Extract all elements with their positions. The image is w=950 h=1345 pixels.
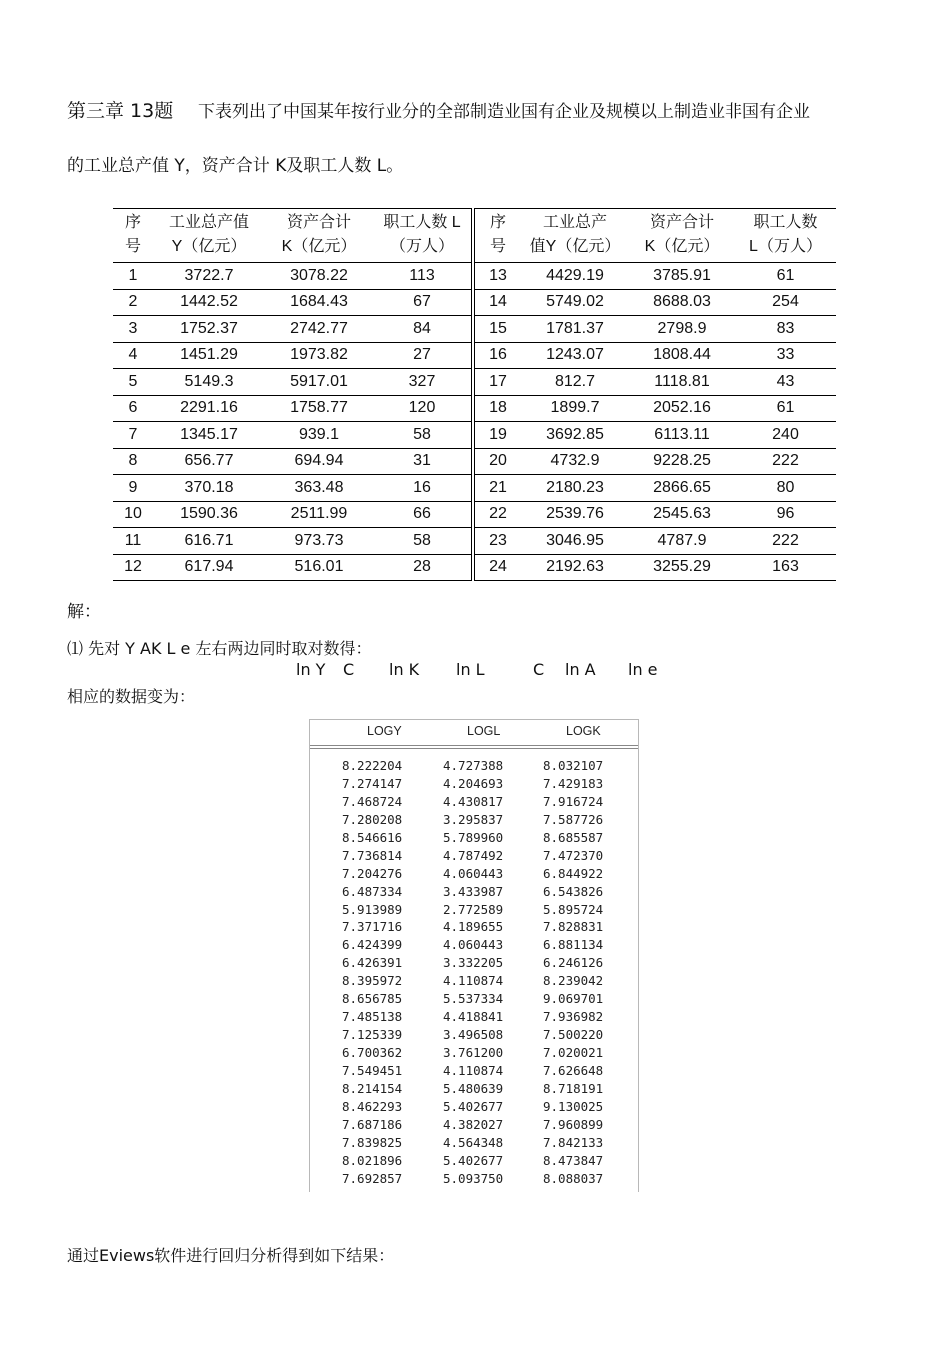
- header-text: （万人）: [389, 238, 454, 255]
- eviews-value: 4.430817: [443, 793, 504, 809]
- table-cell: 616.71: [153, 528, 265, 555]
- eviews-value: 7.274147: [342, 775, 403, 791]
- eviews-value: 4.204693: [443, 775, 504, 791]
- eviews-value: 3.295837: [443, 811, 504, 827]
- eviews-row: [310, 866, 638, 884]
- eviews-value: 6.246126: [543, 955, 604, 971]
- table-cell: 5917.01: [265, 369, 373, 396]
- eviews-value: 7.125339: [342, 1027, 403, 1043]
- table-cell: 19: [473, 422, 521, 449]
- eviews-value: 4.787492: [443, 847, 504, 863]
- table-header-cell: [265, 209, 373, 263]
- table-cell: 33: [735, 342, 836, 369]
- eviews-row: [310, 812, 638, 830]
- eviews-row: [310, 1045, 638, 1063]
- table-cell: 16: [373, 475, 473, 502]
- table-header-cell: [113, 209, 153, 263]
- table-row: [113, 289, 836, 316]
- table-cell: 3722.7: [153, 263, 265, 290]
- table-cell: 163: [735, 554, 836, 581]
- eviews-row: [310, 991, 638, 1009]
- eviews-row: [310, 902, 638, 920]
- table-cell: 15: [473, 316, 521, 343]
- table-cell: 23: [473, 528, 521, 555]
- eviews-value: 8.656785: [342, 991, 403, 1007]
- eviews-value: 7.626648: [543, 1062, 604, 1078]
- eviews-row: [310, 794, 638, 812]
- eviews-value: 7.472370: [543, 847, 604, 863]
- header-text: 工业总产值: [168, 214, 249, 231]
- header-text: 职工人数 L: [383, 214, 461, 231]
- eviews-rows: [310, 758, 638, 1189]
- table-cell: 2: [113, 289, 153, 316]
- eviews-row: [310, 1099, 638, 1117]
- header-text: 资产合计: [286, 214, 351, 231]
- table-cell: 694.94: [265, 448, 373, 475]
- table-row: [113, 316, 836, 343]
- eviews-row: [310, 955, 638, 973]
- column-header-logk: LOGK: [566, 724, 601, 738]
- table-header-cell: [735, 209, 836, 263]
- table-cell: 1973.82: [265, 342, 373, 369]
- eviews-value: 7.468724: [342, 793, 403, 809]
- table-cell: 96: [735, 501, 836, 528]
- eviews-value: 7.916724: [543, 793, 604, 809]
- table-cell: 240: [735, 422, 836, 449]
- table-cell: 617.94: [153, 554, 265, 581]
- table-cell: 3692.85: [521, 422, 629, 449]
- table-cell: 13: [473, 263, 521, 290]
- eviews-value: 7.429183: [543, 775, 604, 791]
- eviews-value: 7.500220: [543, 1027, 604, 1043]
- table-cell: 120: [373, 395, 473, 422]
- eviews-value: 7.842133: [543, 1134, 604, 1150]
- eviews-value: 5.093750: [443, 1170, 504, 1186]
- table-cell: 61: [735, 263, 836, 290]
- column-header-logy: LOGY: [367, 724, 402, 738]
- header-text: L（万人）: [749, 238, 822, 255]
- table-cell: 9: [113, 475, 153, 502]
- eviews-value: 6.487334: [342, 883, 403, 899]
- table-cell: 327: [373, 369, 473, 396]
- table-cell: 7: [113, 422, 153, 449]
- table-cell: 812.7: [521, 369, 629, 396]
- header-text: Y（亿元）: [171, 238, 247, 255]
- table-cell: 1: [113, 263, 153, 290]
- eviews-value: 7.839825: [342, 1134, 403, 1150]
- eviews-value: 4.564348: [443, 1134, 504, 1150]
- table-cell: 66: [373, 501, 473, 528]
- eviews-row: [310, 1081, 638, 1099]
- header-text: 工业总产: [542, 214, 607, 231]
- eviews-row: [310, 919, 638, 937]
- table-cell: 973.73: [265, 528, 373, 555]
- eviews-value: 9.130025: [543, 1098, 604, 1114]
- eviews-value: 6.700362: [342, 1045, 403, 1060]
- industry-data-table: [113, 208, 836, 581]
- formula-term: C: [533, 660, 545, 679]
- table-cell: 8688.03: [629, 289, 735, 316]
- table-cell: 1118.81: [629, 369, 735, 396]
- eviews-value: 7.736814: [342, 847, 403, 863]
- eviews-value: 7.549451: [342, 1062, 403, 1078]
- eviews-value: 5.789960: [443, 829, 504, 845]
- table-cell: 16: [473, 342, 521, 369]
- table-cell: 3: [113, 316, 153, 343]
- eviews-value: 7.204276: [342, 865, 403, 881]
- formula-term: ln e: [628, 660, 658, 679]
- table-cell: 20: [473, 448, 521, 475]
- table-cell: 222: [735, 528, 836, 555]
- header-text: 序: [489, 214, 506, 231]
- eviews-value: 5.402677: [443, 1152, 504, 1168]
- eviews-value: 5.402677: [443, 1098, 504, 1114]
- table-cell: 2511.99: [265, 501, 373, 528]
- table-row: [113, 501, 836, 528]
- table-cell: 67: [373, 289, 473, 316]
- table-cell: 1243.07: [521, 342, 629, 369]
- eviews-row: [310, 884, 638, 902]
- eviews-value: 4.110874: [443, 973, 504, 989]
- formula-term: ln Y: [296, 660, 326, 679]
- table-cell: 1752.37: [153, 316, 265, 343]
- formula-term: ln K: [389, 660, 420, 679]
- table-row: [113, 369, 836, 396]
- header-text: 号: [124, 238, 141, 255]
- table-cell: 2291.16: [153, 395, 265, 422]
- eviews-value: 5.913989: [342, 901, 403, 917]
- table-cell: 2798.9: [629, 316, 735, 343]
- table-cell: 254: [735, 289, 836, 316]
- eviews-value: 5.895724: [543, 901, 604, 917]
- eviews-value: 8.546616: [342, 829, 403, 845]
- table-cell: 61: [735, 395, 836, 422]
- eviews-value: 7.936982: [543, 1009, 604, 1025]
- table-cell: 58: [373, 422, 473, 449]
- eviews-value: 4.727388: [443, 758, 504, 773]
- eviews-value: 7.587726: [543, 811, 604, 827]
- eviews-value: 7.020021: [543, 1045, 604, 1060]
- data-intro-text: 相应的数据变为：: [67, 687, 196, 706]
- table-cell: 1758.77: [265, 395, 373, 422]
- header-divider: [310, 748, 638, 749]
- table-cell: 28: [373, 554, 473, 581]
- eviews-value: 7.485138: [342, 1009, 403, 1025]
- table-cell: 363.48: [265, 475, 373, 502]
- table-header-cell: [629, 209, 735, 263]
- eviews-value: 5.537334: [443, 991, 504, 1007]
- eviews-header: [310, 720, 638, 744]
- table-cell: 2539.76: [521, 501, 629, 528]
- eviews-value: 4.189655: [443, 919, 504, 935]
- eviews-row: [310, 758, 638, 776]
- eviews-value: 4.110874: [443, 1062, 504, 1078]
- table-row: [113, 263, 836, 290]
- table-cell: 1451.29: [153, 342, 265, 369]
- eviews-value: 9.069701: [543, 991, 604, 1007]
- table-cell: 2052.16: [629, 395, 735, 422]
- eviews-value: 8.222204: [342, 758, 403, 773]
- table-cell: 5749.02: [521, 289, 629, 316]
- table-header-cell: [373, 209, 473, 263]
- table-cell: 3078.22: [265, 263, 373, 290]
- problem-intro: [67, 96, 810, 123]
- intro-line-1: 下表列出了中国某年按行业分的全部制造业国有企业及规模以上制造业非国有企业: [198, 102, 811, 122]
- eviews-row: [310, 776, 638, 794]
- eviews-value: 6.543826: [543, 883, 604, 899]
- header-divider: [310, 745, 638, 746]
- eviews-value: 7.692857: [342, 1170, 403, 1186]
- table-cell: 58: [373, 528, 473, 555]
- eviews-row: [310, 830, 638, 848]
- eviews-value: 8.239042: [543, 973, 604, 989]
- eviews-value: 8.395972: [342, 973, 403, 989]
- eviews-row: [310, 1063, 638, 1081]
- table-cell: 4429.19: [521, 263, 629, 290]
- header-text: 号: [489, 238, 506, 255]
- table-cell: 6: [113, 395, 153, 422]
- eviews-row: [310, 1135, 638, 1153]
- table-cell: 84: [373, 316, 473, 343]
- table-cell: 939.1: [265, 422, 373, 449]
- eviews-value: 8.685587: [543, 829, 604, 845]
- table-row: [113, 475, 836, 502]
- header-text: 值Y（亿元）: [529, 238, 621, 255]
- eviews-value: 6.424399: [342, 937, 403, 953]
- eviews-value: 8.718191: [543, 1080, 604, 1096]
- table-cell: 4: [113, 342, 153, 369]
- table-cell: 222: [735, 448, 836, 475]
- eviews-value: 8.021896: [342, 1152, 403, 1168]
- table-cell: 370.18: [153, 475, 265, 502]
- table-cell: 21: [473, 475, 521, 502]
- table-cell: 80: [735, 475, 836, 502]
- table-cell: 4787.9: [629, 528, 735, 555]
- formula-term: C: [343, 660, 355, 679]
- table-cell: 9228.25: [629, 448, 735, 475]
- table-cell: 27: [373, 342, 473, 369]
- eviews-log-data-screenshot: [309, 719, 639, 1192]
- table-cell: 2742.77: [265, 316, 373, 343]
- eviews-value: 8.473847: [543, 1152, 604, 1168]
- chapter-label: 第三章 13题: [67, 100, 174, 122]
- table-row: [113, 422, 836, 449]
- table-cell: 17: [473, 369, 521, 396]
- eviews-value: 8.088037: [543, 1170, 604, 1186]
- eviews-value: 3.496508: [443, 1027, 504, 1043]
- table-cell: 3255.29: [629, 554, 735, 581]
- table-cell: 18: [473, 395, 521, 422]
- table-cell: 113: [373, 263, 473, 290]
- eviews-value: 8.462293: [342, 1098, 403, 1114]
- table-cell: 3785.91: [629, 263, 735, 290]
- table-cell: 8: [113, 448, 153, 475]
- eviews-value: 6.426391: [342, 955, 403, 971]
- table-cell: 6113.11: [629, 422, 735, 449]
- eviews-value: 4.382027: [443, 1116, 504, 1132]
- table-cell: 24: [473, 554, 521, 581]
- table-cell: 5: [113, 369, 153, 396]
- table-cell: 11: [113, 528, 153, 555]
- solution-label: 解：: [67, 602, 101, 622]
- table-cell: 1899.7: [521, 395, 629, 422]
- table-cell: 83: [735, 316, 836, 343]
- table-cell: 4732.9: [521, 448, 629, 475]
- table-row: [113, 528, 836, 555]
- table-header-cell: [521, 209, 629, 263]
- eviews-row: [310, 1153, 638, 1171]
- table-cell: 2192.63: [521, 554, 629, 581]
- eviews-value: 3.433987: [443, 883, 504, 899]
- eviews-value: 3.761200: [443, 1045, 504, 1060]
- table-cell: 1590.36: [153, 501, 265, 528]
- eviews-value: 7.280208: [342, 811, 403, 827]
- table-header-cell: [473, 209, 521, 263]
- eviews-row: [310, 1027, 638, 1045]
- eviews-value: 7.828831: [543, 919, 604, 935]
- table-cell: 22: [473, 501, 521, 528]
- table-cell: 2866.65: [629, 475, 735, 502]
- eviews-value: 4.418841: [443, 1009, 504, 1025]
- eviews-value: 6.881134: [543, 937, 604, 953]
- eviews-value: 6.844922: [543, 865, 604, 881]
- eviews-value: 5.480639: [443, 1080, 504, 1096]
- table-cell: 1808.44: [629, 342, 735, 369]
- table-header-cell: [153, 209, 265, 263]
- header-text: 序: [124, 214, 141, 231]
- step-1-text: ⑴ 先对 Y AK L e 左右两边同时取对数得：: [67, 639, 372, 658]
- eviews-row: [310, 848, 638, 866]
- table-header-row: [113, 209, 836, 263]
- table-row: [113, 554, 836, 581]
- table-cell: 2180.23: [521, 475, 629, 502]
- header-text: K（亿元）: [644, 238, 720, 255]
- eviews-row: [310, 973, 638, 991]
- intro-line-2: 的工业总产值 Y，资产合计 K及职工人数 L。: [67, 156, 404, 176]
- regression-intro-text: 通过Eviews软件进行回归分析得到如下结果：: [67, 1246, 395, 1265]
- eviews-value: 4.060443: [443, 937, 504, 953]
- table-cell: 516.01: [265, 554, 373, 581]
- table-row: [113, 395, 836, 422]
- formula-term: ln A: [565, 660, 596, 679]
- eviews-value: 3.332205: [443, 955, 504, 971]
- table-cell: 1345.17: [153, 422, 265, 449]
- table-cell: 656.77: [153, 448, 265, 475]
- eviews-value: 8.214154: [342, 1080, 403, 1096]
- eviews-value: 7.960899: [543, 1116, 604, 1132]
- header-text: K（亿元）: [281, 238, 357, 255]
- eviews-row: [310, 1117, 638, 1135]
- header-text: 资产合计: [649, 214, 714, 231]
- table-cell: 2545.63: [629, 501, 735, 528]
- eviews-row: [310, 1009, 638, 1027]
- eviews-value: 7.687186: [342, 1116, 403, 1132]
- table-row: [113, 342, 836, 369]
- eviews-value: 7.371716: [342, 919, 403, 935]
- eviews-row: [310, 1171, 638, 1189]
- table-row: [113, 448, 836, 475]
- table-cell: 1781.37: [521, 316, 629, 343]
- table-cell: 12: [113, 554, 153, 581]
- table-cell: 31: [373, 448, 473, 475]
- table-cell: 43: [735, 369, 836, 396]
- table-cell: 3046.95: [521, 528, 629, 555]
- table-cell: 1442.52: [153, 289, 265, 316]
- header-text: 职工人数: [753, 214, 818, 231]
- table-cell: 1684.43: [265, 289, 373, 316]
- formula-term: ln L: [456, 660, 485, 679]
- table-cell: 10: [113, 501, 153, 528]
- eviews-row: [310, 937, 638, 955]
- column-header-logl: LOGL: [467, 724, 501, 738]
- eviews-value: 8.032107: [543, 758, 604, 773]
- table-cell: 14: [473, 289, 521, 316]
- eviews-value: 2.772589: [443, 901, 504, 917]
- eviews-value: 4.060443: [443, 865, 504, 881]
- table-cell: 5149.3: [153, 369, 265, 396]
